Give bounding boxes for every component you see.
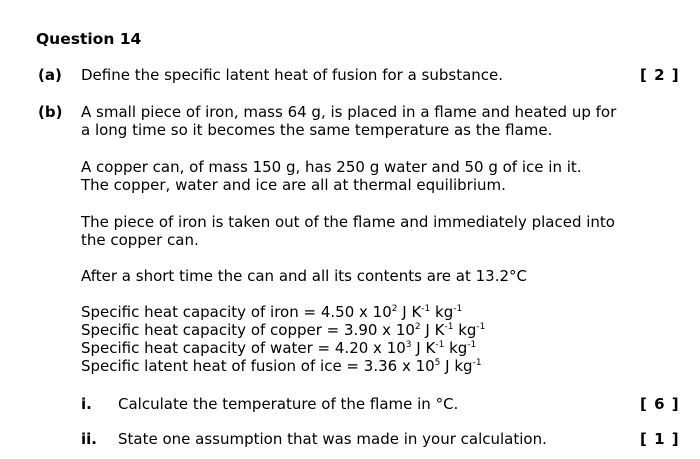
constant-water: Specific heat capacity of water = 4.20 x $10^3$ J $K^{-1}$ $kg^{-1}$	[81, 339, 477, 357]
part-b-intro	[81, 103, 616, 139]
constant-ice-latent-heat: Specific latent heat of fusion of ice = 3.36 x $10^5$ J $kg^{-1}$	[81, 357, 482, 375]
part-b-label: (b)	[38, 103, 63, 121]
question-title: Question 14	[36, 30, 142, 48]
iron-paragraph	[81, 213, 615, 249]
sub-i-label: i.	[81, 395, 92, 413]
iron-line: the copper can.	[81, 231, 199, 249]
intro-line: a long time so it becomes the same temperature as the flame.	[81, 121, 553, 139]
copper-line: A copper can, of mass 150 g, has 250 g water and 50 g of ice in it.	[81, 158, 582, 176]
after-line: After a short time the can and all its contents are at 13.2°C	[81, 267, 527, 285]
sub-i-marks: [ 6 ]	[640, 395, 680, 413]
sub-i-text: Calculate the temperature of the flame in °C.	[118, 395, 459, 413]
copper-line: The copper, water and ice are all at thermal equilibrium.	[81, 176, 506, 194]
intro-line: A small piece of iron, mass 64 g, is placed in a flame and heated up for	[81, 103, 617, 121]
constant-copper: Specific heat capacity of copper = 3.90 x $10^2$ J $K^{-1}$ $kg^{-1}$	[81, 321, 486, 339]
sub-ii-marks: [ 1 ]	[640, 430, 680, 448]
part-a-marks: [ 2 ]	[640, 66, 680, 84]
iron-line: The piece of iron is taken out of the flame and immediately placed into	[81, 213, 615, 231]
sub-ii-text: State one assumption that was made in your calculation.	[118, 430, 547, 448]
copper-can-paragraph	[81, 158, 582, 194]
part-a-text: Define the specific latent heat of fusion for a substance.	[81, 66, 504, 84]
constant-iron: Specific heat capacity of iron = 4.50 x $10^2$ J $K^{-1}$ $kg^{-1}$	[81, 303, 463, 321]
constants-block	[81, 303, 485, 375]
sub-ii-label: ii.	[81, 430, 97, 448]
part-a-label: (a)	[38, 66, 62, 84]
